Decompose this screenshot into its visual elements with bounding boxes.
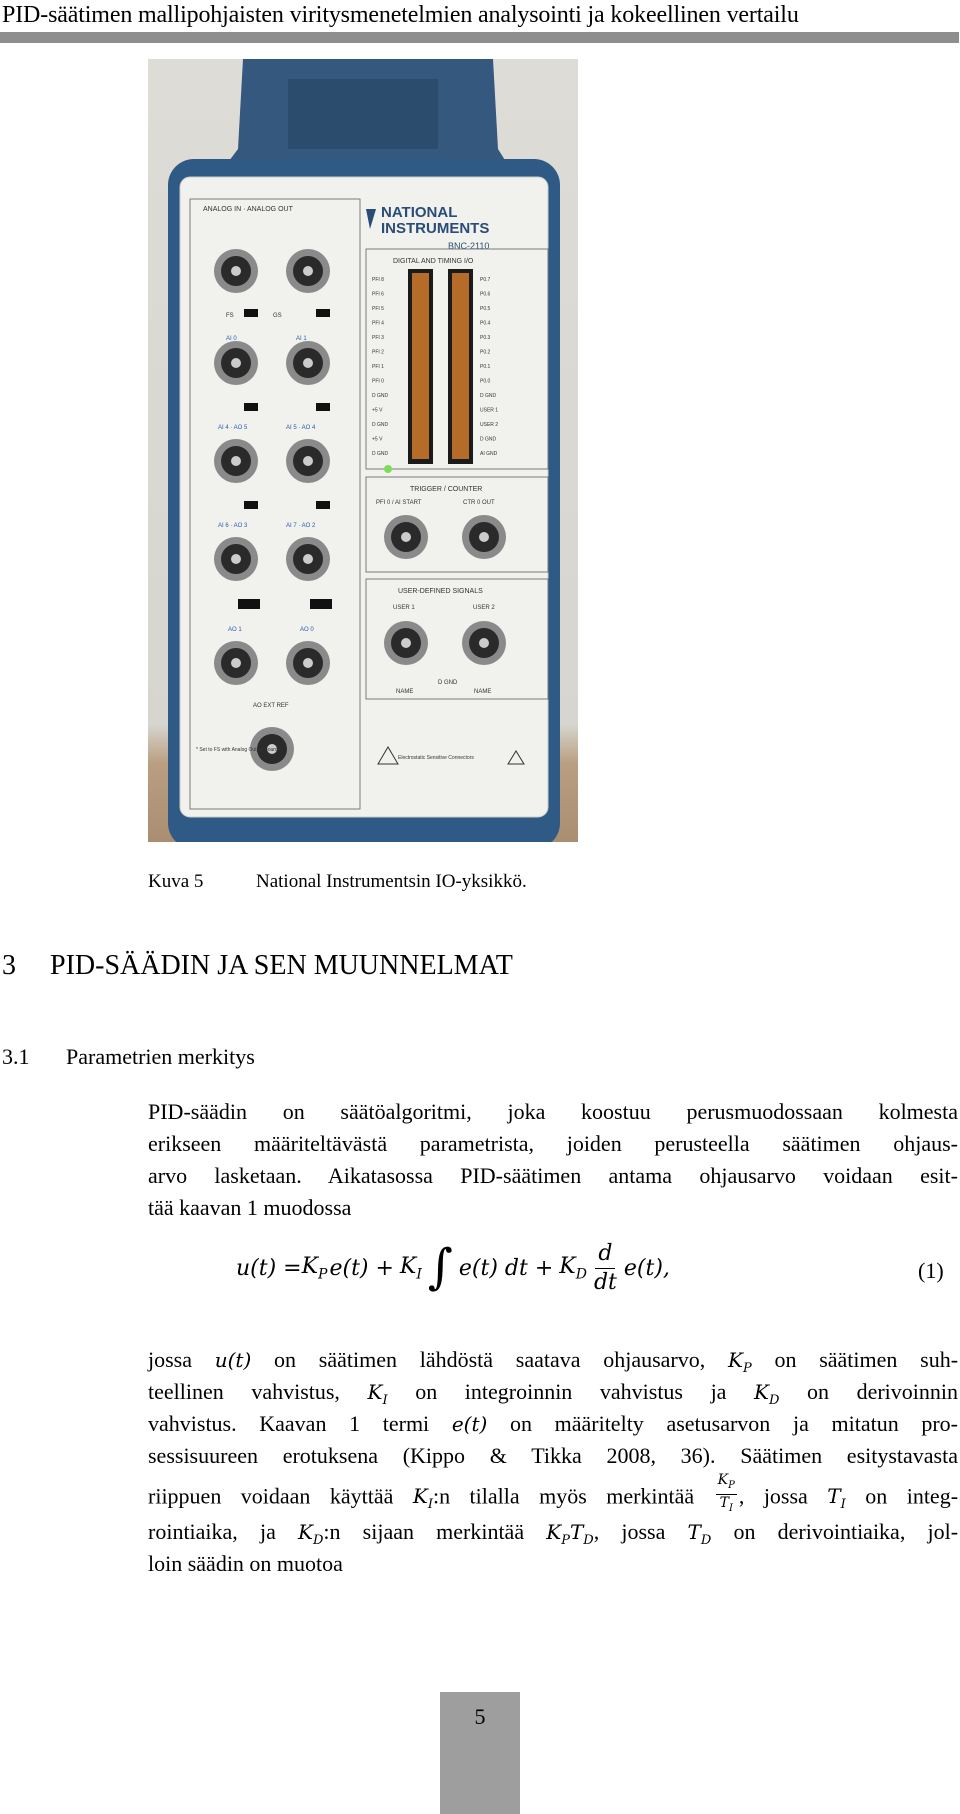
- pin-label-left: PFI 0: [372, 378, 384, 385]
- pin-label-left: +5 V: [372, 436, 383, 443]
- page-number: 5: [474, 1704, 486, 1729]
- eq-kd: $K_D$: [559, 1254, 587, 1283]
- fs-label-1: FS: [226, 313, 234, 319]
- analog-heading: ANALOG IN · ANALOG OUT: [203, 206, 293, 213]
- bnc-connector-user1: [384, 621, 428, 665]
- bnc-connector-ai3: [286, 341, 330, 385]
- pin-label-right: P0.0: [480, 378, 491, 385]
- pin-label-right: P0.1: [480, 364, 491, 370]
- pin-label-right: USER 2: [480, 422, 499, 428]
- bnc-connector-user2: [462, 621, 506, 665]
- bnc-connector-ai6: [214, 537, 258, 581]
- fs-gs-switch-7: [238, 599, 260, 609]
- pin-label-right: P0.3: [480, 335, 491, 341]
- trigger-heading: TRIGGER / COUNTER: [410, 486, 483, 493]
- pin-label-right: P0.4: [480, 320, 491, 327]
- paragraph-line: riippuen voidaan käyttää $K_I:n$ tilalla myös merkintää $\frac{K_P}{T_I}$ , jossa $T_I$ on integ-: [148, 1476, 958, 1516]
- subsection-number: 3.1: [2, 1044, 30, 1069]
- pin-label-left: PFI 4: [372, 320, 384, 327]
- bnc-connector-ao1: [214, 641, 258, 685]
- note-label: * Set to FS with Analog Output boards: [196, 747, 281, 753]
- derivative-fraction: [591, 1240, 620, 1297]
- gs-label-1: GS: [273, 313, 282, 319]
- user1-label: USER 1: [393, 605, 415, 611]
- user-heading: USER-DEFINED SIGNALS: [398, 588, 483, 595]
- paragraph-line: vahvistus. Kaavan 1 termi e(t) on määritelty asetusarvon ja mitatun pro-: [148, 1411, 958, 1436]
- pin-label-right: P0.6: [480, 291, 491, 298]
- pin-label-left: D GND: [372, 451, 389, 457]
- ai4-label: AI 4 · AO 5: [218, 425, 248, 431]
- ai5-label: AI 5 · AO 4: [286, 425, 316, 431]
- pin-label-right: P0.7: [480, 277, 491, 283]
- model-label: BNC-2110: [448, 241, 490, 251]
- pin-label-left: PFI 2: [372, 349, 384, 356]
- pfi0-label: PFI 0 / AI START: [376, 500, 422, 506]
- pin-label-right: USER 1: [480, 407, 499, 414]
- paragraph-line: rointiaika, ja $K_D:n$ sijaan merkintää $K_PT_D$, jossa $T_D$ on derivointiaika, jol-: [148, 1519, 959, 1548]
- fs-gs-switch-1: [244, 309, 258, 317]
- ao-ext-ref-label: AO EXT REF: [253, 703, 289, 709]
- frac-denominator: dt: [593, 1270, 617, 1295]
- running-header: PID-säätimen mallipohjaisten viritysmenetelmien analysointi ja kokeellinen vertailu: [2, 2, 799, 28]
- paragraph-line: tää kaavan 1 muodossa: [148, 1195, 352, 1220]
- figure-photo: [148, 59, 578, 842]
- ai1-label: AI 1: [296, 336, 307, 342]
- fs-gs-switch-2: [316, 309, 330, 317]
- fs-gs-switch-4: [316, 403, 330, 411]
- paragraph-line: teellinen vahvistus, $K_I$ on integroinnin vahvistus ja $K_D$ on derivoinnin: [148, 1379, 959, 1408]
- fs-gs-switch-3: [244, 403, 258, 411]
- name-label-2: NAME: [474, 689, 492, 695]
- kp-over-ti-fraction: $\frac{K_P}{T_I}$: [717, 1472, 735, 1514]
- frac-numerator: d: [595, 1240, 615, 1269]
- cable-connector: [288, 79, 438, 149]
- brand-line2: INSTRUMENTS: [381, 220, 490, 237]
- paragraph-line: loin säädin on muotoa: [148, 1551, 343, 1576]
- eq-ki: $K_I$: [399, 1254, 422, 1283]
- bnc-connector-ctr0: [462, 515, 506, 559]
- figure-caption-label: Kuva 5: [148, 871, 204, 892]
- eq-term1: e(t) +: [329, 1256, 394, 1281]
- paragraph-line: jossa u(t) on säätimen lähdöstä saatava ohjausarvo, $K_P$ on säätimen suh-: [148, 1347, 959, 1376]
- integral-symbol: ∫: [427, 1238, 453, 1295]
- pin-label-left: +5 V: [372, 407, 383, 414]
- ao0-label: AO 0: [300, 627, 314, 633]
- pin-label-left: PFI 3: [372, 335, 384, 341]
- pin-label-left: PFI 5: [372, 306, 384, 312]
- equation-number: (1): [918, 1258, 944, 1283]
- digital-heading: DIGITAL AND TIMING I/O: [393, 258, 474, 265]
- eq-term3: e(t),: [623, 1256, 670, 1281]
- pin-label-right: AI GND: [480, 451, 498, 457]
- ai0-label: AI 0: [226, 336, 237, 342]
- pin-label-left: D GND: [372, 393, 389, 399]
- esd-label: Electrostatic Sensitive Connectors: [398, 755, 474, 761]
- bnc-connector-ai5: [286, 439, 330, 483]
- user2-label: USER 2: [473, 605, 495, 611]
- eq-lhs: u(t) =: [236, 1256, 302, 1281]
- eq-kp: $K_P$: [301, 1254, 328, 1283]
- paragraph-line: PID-säädin on säätöalgoritmi, joka koostuu perusmuodossaan kolmesta: [148, 1099, 958, 1124]
- dgnd-label: D GND: [438, 680, 458, 686]
- paragraph-line: erikseen määriteltävästä parametrista, joiden perusteella säätimen ohjaus-: [148, 1131, 958, 1156]
- pin-label-right: P0.5: [480, 306, 491, 312]
- fs-gs-switch-6: [316, 501, 330, 509]
- subsection-title: Parametrien merkitys: [66, 1044, 255, 1069]
- eq-term2: e(t) dt +: [458, 1256, 554, 1281]
- bnc-connector-ai4: [214, 439, 258, 483]
- fs-gs-switch-8: [310, 599, 332, 609]
- name-label-1: NAME: [396, 689, 414, 695]
- bnc-connector-ai7: [286, 537, 330, 581]
- fs-gs-switch-5: [244, 501, 258, 509]
- power-led-icon: [384, 465, 392, 473]
- page-number-box: [440, 1692, 520, 1814]
- pin-label-left: PFI 8: [372, 277, 384, 283]
- brand-line1: NATIONAL: [381, 204, 458, 221]
- bnc-connector-ai0: [214, 249, 258, 293]
- bnc-connector-pfi0: [384, 515, 428, 559]
- paragraph-line: arvo lasketaan. Aikatasossa PID-säätimen antama ohjausarvo voidaan esit-: [148, 1163, 958, 1188]
- io-unit-illustration: [148, 59, 578, 842]
- pin-label-left: PFI 1: [372, 364, 384, 370]
- figure-caption-text: National Instrumentsin IO-yksikkö.: [256, 871, 527, 892]
- pin-label-right: D GND: [480, 436, 497, 443]
- pid-equation: [236, 1240, 670, 1297]
- bnc-connector-ao0: [286, 641, 330, 685]
- ao1-label: AO 1: [228, 627, 242, 633]
- section-title: PID-SÄÄDIN JA SEN MUUNNELMAT: [50, 950, 513, 981]
- pin-label-left: D GND: [372, 422, 389, 428]
- header-rule: [0, 32, 959, 43]
- bnc-connector-ai1: [286, 249, 330, 293]
- pin-label-right: D GND: [480, 393, 497, 399]
- section-number: 3: [2, 950, 16, 981]
- bnc-connector-ai2: [214, 341, 258, 385]
- pin-label-left: PFI 6: [372, 291, 384, 298]
- ai7-label: AI 7 · AO 2: [286, 523, 316, 529]
- ai6-label: AI 6 · AO 3: [218, 523, 248, 529]
- pin-label-right: P0.2: [480, 349, 491, 356]
- ctr0-label: CTR 0 OUT: [463, 500, 495, 506]
- paragraph-line: sessisuureen erotuksena (Kippo & Tikka 2008, 36). Säätimen esitystavasta: [148, 1443, 958, 1468]
